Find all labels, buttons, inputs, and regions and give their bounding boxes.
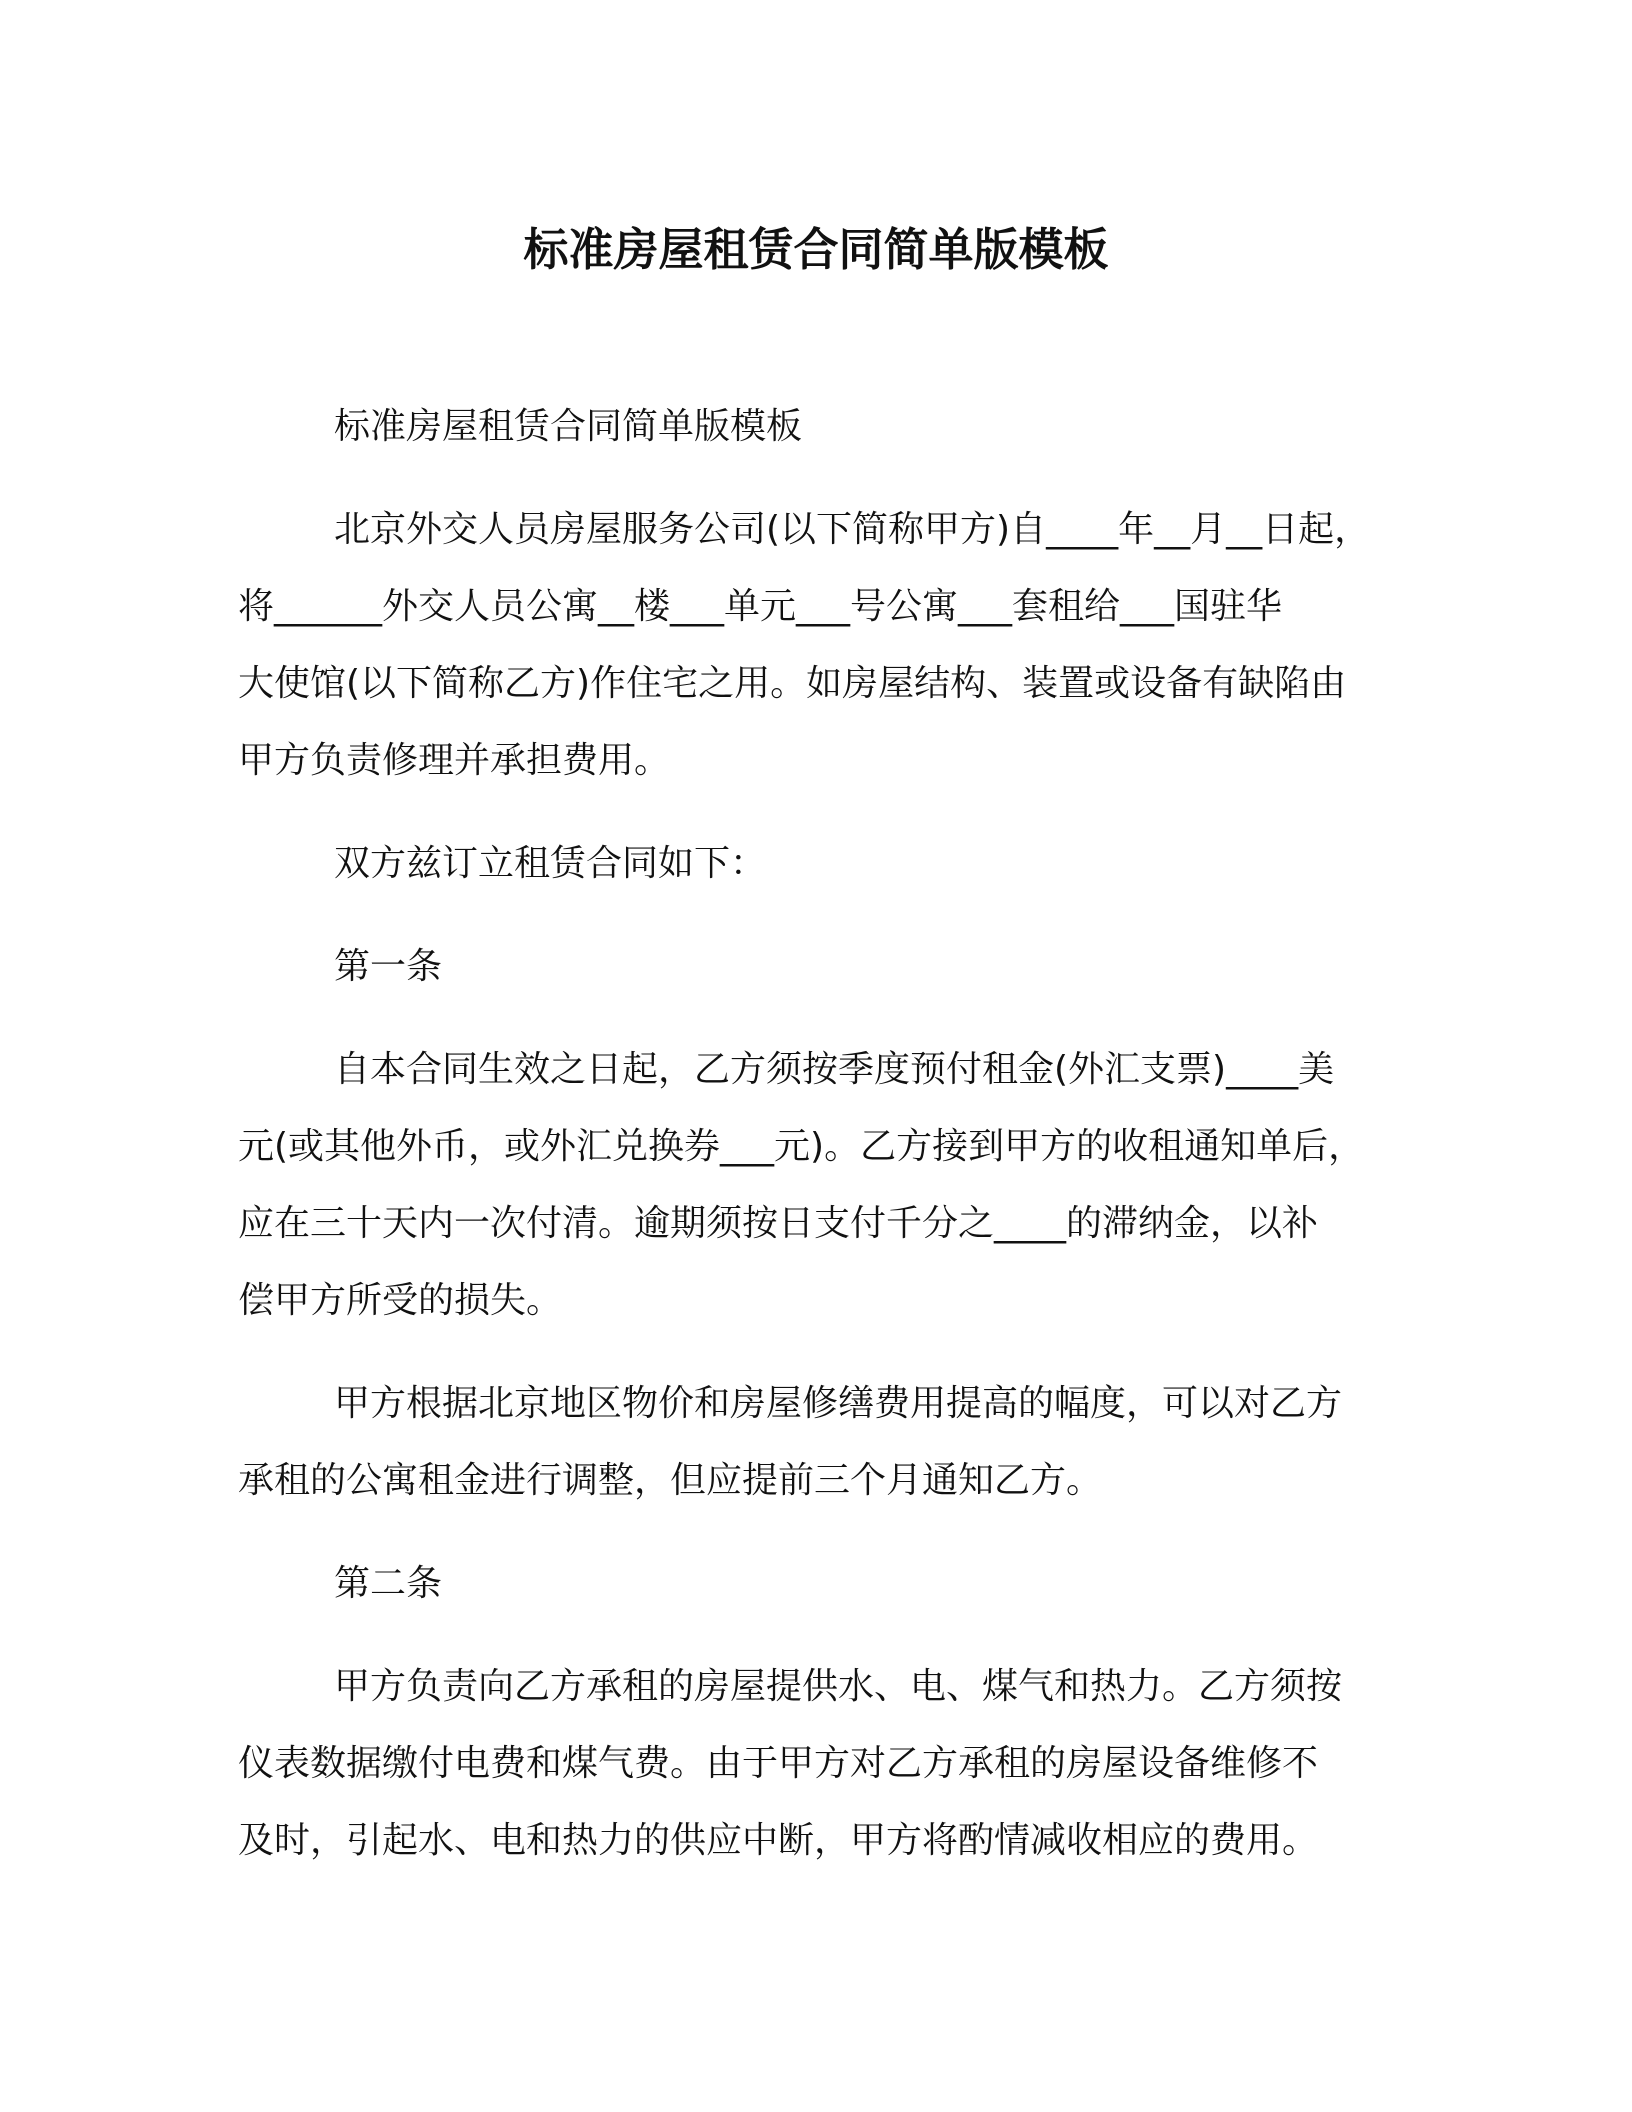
paragraph-line: 双方兹订立租赁合同如下： — [334, 843, 767, 884]
paragraph-line: 自本合同生效之日起，乙方须按季度预付租金(外汇支票)____美 — [334, 1049, 1335, 1090]
paragraph-line: 第二条 — [334, 1563, 443, 1604]
document-body — [238, 388, 1408, 1905]
article-one-heading — [238, 928, 1408, 1005]
paragraph-agreement-intro — [238, 825, 1408, 902]
paragraph-line: 偿甲方所受的损失。 — [238, 1280, 563, 1321]
paragraph-line: 承租的公寓租金进行调整，但应提前三个月通知乙方。 — [238, 1460, 1103, 1501]
paragraph-line: 应在三十天内一次付清。逾期须按日支付千分之____的滞纳金，以补 — [238, 1203, 1319, 1244]
article-two-heading — [238, 1545, 1408, 1622]
paragraph-line: 标准房屋租赁合同简单版模板 — [334, 406, 803, 447]
paragraph-line: 仪表数据缴付电费和煤气费。由于甲方对乙方承租的房屋设备维修不 — [238, 1743, 1319, 1784]
document-title: 标准房屋租赁合同简单版模板 — [523, 223, 1109, 276]
paragraph-line: 第一条 — [334, 946, 443, 987]
paragraph-line: 元(或其他外币，或外汇兑换券___元)。乙方接到甲方的收租通知单后， — [238, 1126, 1365, 1167]
paragraph-preamble — [238, 491, 1408, 799]
paragraph-heading-repeat — [238, 388, 1408, 465]
paragraph-rent-adjustment — [238, 1365, 1408, 1519]
paragraph-line: 北京外交人员房屋服务公司(以下简称甲方)自____年__月__日起， — [334, 509, 1371, 550]
paragraph-line: 甲方负责修理并承担费用。 — [238, 740, 671, 781]
paragraph-line: 大使馆(以下简称乙方)作住宅之用。如房屋结构、装置或设备有缺陷由 — [238, 663, 1347, 704]
paragraph-line: 甲方根据北京地区物价和房屋修缮费用提高的幅度，可以对乙方 — [334, 1383, 1343, 1424]
paragraph-line: 甲方负责向乙方承租的房屋提供水、电、煤气和热力。乙方须按 — [334, 1666, 1343, 1707]
paragraph-line: 将______外交人员公寓__楼___单元___号公寓___套租给___国驻华 — [238, 586, 1283, 627]
paragraph-line: 及时，引起水、电和热力的供应中断，甲方将酌情减收相应的费用。 — [238, 1820, 1319, 1861]
paragraph-rent-payment — [238, 1031, 1408, 1339]
paragraph-utilities — [238, 1648, 1408, 1879]
